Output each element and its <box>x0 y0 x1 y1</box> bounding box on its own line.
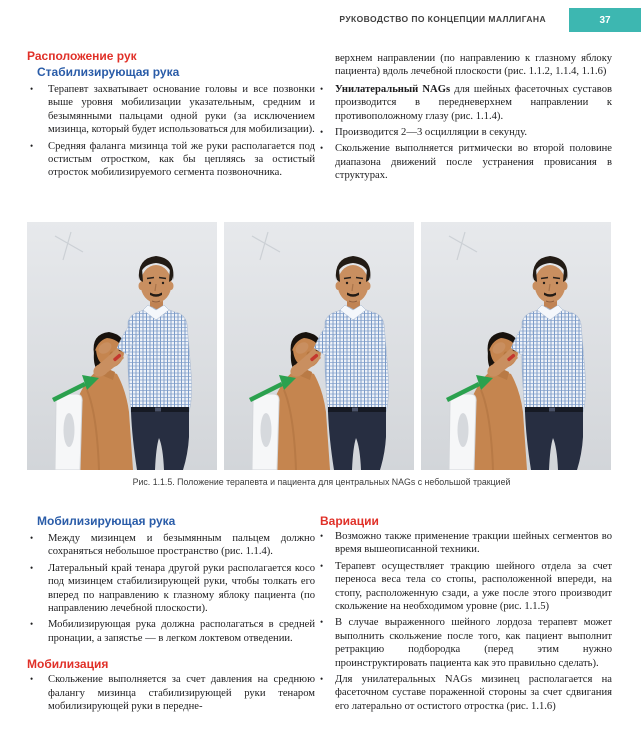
list-item <box>320 560 612 614</box>
bullet-icon: • <box>320 531 324 541</box>
list-item <box>27 140 315 180</box>
bullet-icon: • <box>30 619 34 630</box>
bullet-icon: • <box>30 562 34 573</box>
bold-term: Унилатеральный NAGs <box>335 83 451 95</box>
figure-photo-3 <box>421 222 611 470</box>
list-item-text: Производится 2—3 осцилляции в секунду. <box>335 127 528 139</box>
list-item-text: Терапевт осуществляет тракцию шейного отдела за счет переноса веса тела со стопы, расположенной впереди, на стопу, расположенную сзади, а уже после этого производит скольжение на необходимом уровне (рис. 1.1.5) <box>335 560 612 613</box>
list-item <box>320 530 612 557</box>
list-item-text: Для унилатеральных NAGs мизинец располагается на фасеточном суставе пораженной стороны за счет сдвигания его латерально от остистого отростка (рис. 1.1.6) <box>335 674 612 712</box>
list-item-text: Скольжение выполняется ритмически во второй половине диапазона движений после устранения провисания в структурах. <box>335 143 612 182</box>
list-item <box>320 673 612 713</box>
list-item-text: Мобилизирующая рука должна располагаться в средней пронации, а запястье — в легком локтевом отведении. <box>48 619 315 644</box>
bullet-icon: • <box>30 674 34 685</box>
column-bottom-left <box>27 514 315 716</box>
bullet-icon: • <box>320 143 324 154</box>
list-item <box>320 126 612 139</box>
section-heading-hand-placement: Расположение рук <box>27 49 137 63</box>
column-top-right <box>320 52 612 186</box>
list-item-text: Латеральный край тенара другой руки располагается косо под мизинцем стабилизирующей руки, чтобы толкать его вперед по направлению к глазному яблоку пациента (по направлению лечебной плоскости). <box>48 562 315 615</box>
list-item <box>27 532 315 559</box>
list-item-text: Скольжение выполняется за счет давления на среднюю фалангу мизинца стабилизирующей руки тенаром мобилизирующей руки в передне- <box>48 674 315 713</box>
running-header-title: РУКОВОДСТВО ПО КОНЦЕПЦИИ МАЛЛИГАНА <box>339 14 546 24</box>
bullet-icon: • <box>320 674 324 685</box>
subheading-mobilizing-hand: Мобилизирующая рука <box>37 514 176 528</box>
list-item-text: В случае выраженного шейного лордоза терапевт может выполнить скольжение после того, как пациент выполнит ретракцию подбородка (перед этим нужно проинструктировать пациента как это правильно сделать). <box>335 617 612 669</box>
list-item-text: Терапевт захватывает основание головы и все позвонки выше уровня мобилизации указательным, средним и безымянными пальцами одной руки (за исключением мизинца, который будет использоваться для мобилизации). <box>48 84 315 136</box>
figure-1-1-5 <box>27 222 611 470</box>
list-item <box>27 618 315 645</box>
figure-photo-1 <box>27 222 217 470</box>
page-number-badge: 37 <box>569 8 641 32</box>
bullet-icon: • <box>320 83 324 94</box>
column-top-left <box>27 49 315 183</box>
list-item <box>320 83 612 123</box>
bullet-icon: • <box>30 140 34 151</box>
list-item-text: Возможно также применение тракции шейных сегментов во время вышеописанной техники. <box>335 531 612 556</box>
bullet-icon: • <box>30 533 34 543</box>
list-item <box>320 142 612 182</box>
bullet-icon: • <box>320 127 324 138</box>
figure-photo-2 <box>224 222 414 470</box>
subheading-stabilizing-hand: Стабилизирующая рука <box>37 65 180 79</box>
continuation-paragraph: верхнем направлении (по направлению к глазному яблоку пациента) вдоль лечебной плоскости (рис. 1.1.2, 1.1.4, 1.1.6) <box>335 53 612 78</box>
column-bottom-right <box>320 514 612 716</box>
list-item <box>27 562 315 616</box>
list-item <box>27 83 315 137</box>
bullet-icon: • <box>320 560 324 571</box>
list-item <box>27 673 315 713</box>
bullet-icon: • <box>30 84 34 94</box>
list-item-text <box>335 83 612 123</box>
list-item <box>320 616 612 670</box>
bullet-icon: • <box>320 617 324 628</box>
list-item-text: Между мизинцем и безымянным пальцем должно сохраняться небольшое пространство (рис. 1.1.4). <box>48 533 315 558</box>
section-heading-mobilization: Мобилизация <box>27 657 109 672</box>
list-item-text-rest: для шейных фасеточных суставов производится в передневерхнем направлении к противоположному глазу (рис. 1.1.4). <box>335 83 612 122</box>
section-heading-variations: Вариации <box>320 514 379 528</box>
list-item-text: Средняя фаланга мизинца той же руки располагается под остистым отростком, как бы цепляясь за остистый отросток мобилизируемого сегмента позвоночника. <box>48 140 315 179</box>
figure-caption: Рис. 1.1.5. Положение терапевта и пациента для центральных NAGs с небольшой тракцией <box>132 477 511 487</box>
